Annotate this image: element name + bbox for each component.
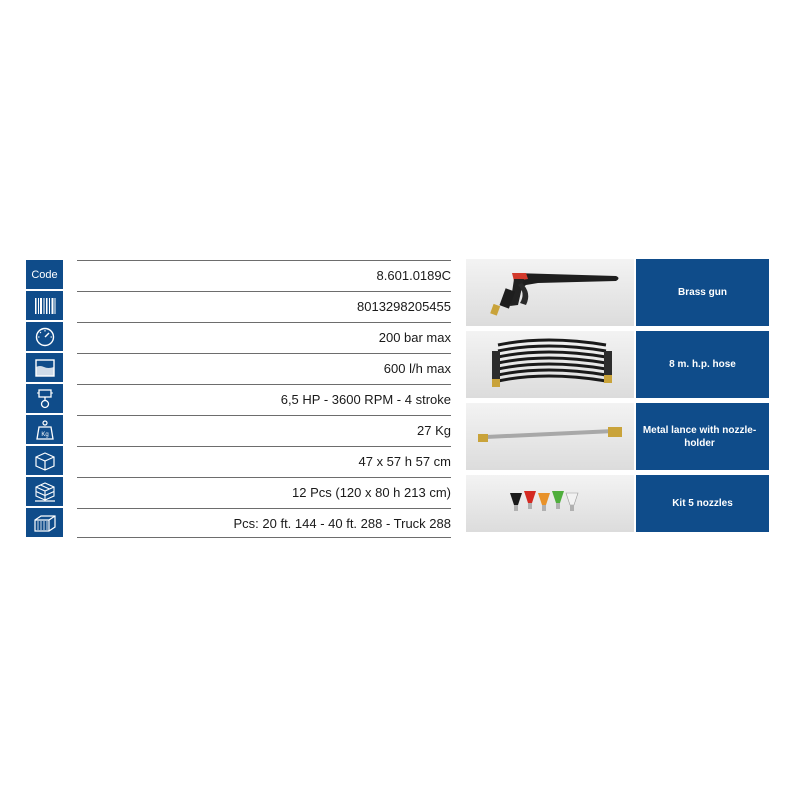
accessory-row-lance [466,403,769,470]
spec-table [26,260,451,539]
spec-value: 8013298205455 [77,291,451,321]
lance-photo [466,403,634,470]
container-icon [26,508,63,537]
spec-row-engine [26,384,451,413]
box-icon [26,446,63,475]
accessory-label: Metal lance with nozzle-holder [636,403,769,470]
spec-value: 27 Kg [77,415,451,445]
spec-value: Pcs: 20 ft. 144 - 40 ft. 288 - Truck 288 [77,508,451,538]
spec-value: 8.601.0189C [77,260,451,290]
spec-row-container [26,508,451,537]
spec-value: 12 Pcs (120 x 80 h 213 cm) [77,477,451,507]
code-label-icon: Code [26,260,63,289]
spec-row-code [26,260,451,289]
accessory-label: Brass gun [636,259,769,326]
spec-row-pressure [26,322,451,351]
spec-value: 47 x 57 h 57 cm [77,446,451,476]
spec-row-weight [26,415,451,444]
spec-row-box [26,446,451,475]
engine-icon [26,384,63,413]
spec-value: 200 bar max [77,322,451,352]
accessories-panel [466,259,769,537]
accessory-row-gun [466,259,769,326]
nozzles-photo [466,475,634,532]
spec-row-barcode [26,291,451,320]
accessory-row-hose [466,331,769,398]
water-tank-icon [26,353,63,382]
svg-text:Kg: Kg [40,431,49,438]
accessory-row-nozzles [466,475,769,532]
spray-gun-photo [466,259,634,326]
pressure-gauge-icon [26,322,63,351]
barcode-icon [26,291,63,320]
hose-photo [466,331,634,398]
spec-row-pallet [26,477,451,506]
spec-value: 600 l/h max [77,353,451,383]
accessory-label: 8 m. h.p. hose [636,331,769,398]
spec-value: 6,5 HP - 3600 RPM - 4 stroke [77,384,451,414]
weight-icon [26,415,63,444]
accessory-label: Kit 5 nozzles [636,475,769,532]
pallet-icon [26,477,63,506]
spec-row-flow [26,353,451,382]
